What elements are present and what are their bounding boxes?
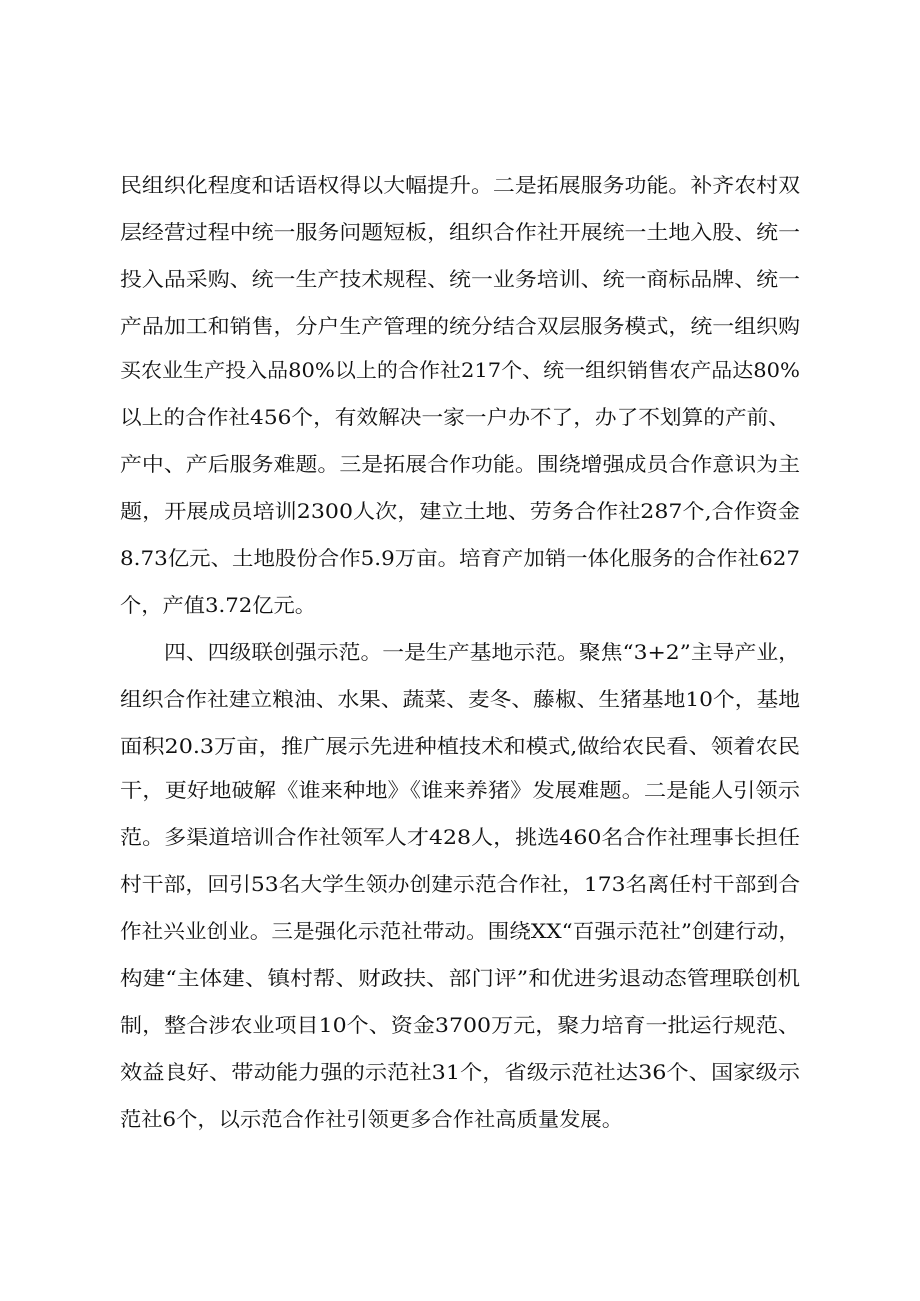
text-line-content: 村干部，回引53名大学生领办创建示范合作社，173名离任村干部到合 [120,872,800,896]
text-line [0,632,920,672]
text-line [0,259,920,299]
text-line-content: 民组织化程度和话语权得以大幅提升。二是拓展服务功能。补齐农村双 [120,173,800,197]
text-line-content: 组织合作社建立粮油、水果、蔬菜、麦冬、藤椒、生猪基地10个，基地 [120,687,800,711]
text-line [0,770,920,810]
text-line-content: 投入品采购、统一生产技术规程、统一业务培训、统一商标品牌、统一 [120,267,800,291]
text-line-content: 范。多渠道培训合作社领军人才428人，挑选460名合作社理事长担任 [120,825,800,849]
text-line [0,911,920,951]
text-line [0,491,920,531]
text-line-content: 效益良好、带动能力强的示范社31个，省级示范社达36个、国家级示 [120,1060,800,1084]
text-line-content: 买农业生产投入品80%以上的合作社217个、统一组织销售农产品达80% [120,358,801,382]
text-line-content: 制，整合涉农业项目10个、资金3700万元，聚力培育一批运行规范、 [120,1013,800,1037]
text-line-content: 层经营过程中统一服务问题短板，组织合作社开展统一土地入股、统一 [120,220,800,244]
text-line-content: 四、四级联创强示范。一是生产基地示范。聚焦“3+2”主导产业， [164,640,800,664]
text-line [0,958,920,998]
text-line [0,1099,920,1139]
text-line-content: 个，产值3.72亿元。 [120,593,316,617]
text-line-content: 题，开展成员培训2300人次，建立土地、劳务合作社287个,合作资金 [120,499,800,523]
text-line [0,444,920,484]
text-line-content: 产中、产后服务难题。三是拓展合作功能。围绕增强成员合作意识为主 [120,452,800,476]
text-line-content: 作社兴业创业。三是强化示范社带动。围绕XX“百强示范社”创建行动， [120,919,800,943]
text-line [0,350,920,390]
text-line-content: 干，更好地破解《谁来种地》《谁来养猪》发展难题。二是能人引领示 [120,778,800,802]
text-line [0,397,920,437]
text-line [0,817,920,857]
text-line [0,212,920,252]
text-line [0,585,920,625]
text-line-content: 构建“主体建、镇村帮、财政扶、部门评”和优进劣退动态管理联创机 [120,966,800,990]
text-line-content: 以上的合作社456个，有效解决一家一户办不了，办了不划算的产前、 [120,405,790,429]
text-line [0,306,920,346]
text-line-content: 范社6个，以示范合作社引领更多合作社高质量发展。 [120,1107,623,1131]
text-line-content: 面积20.3万亩，推广展示先进种植技术和模式,做给农民看、领着农民 [120,734,800,758]
text-line [0,1005,920,1045]
text-line [0,538,920,578]
text-line [0,679,920,719]
text-line [0,726,920,766]
text-line [0,864,920,904]
text-line-content: 产品加工和销售，分户生产管理的统分结合双层服务模式，统一组织购 [120,314,800,338]
text-line-content: 8.73亿元、土地股份合作5.9万亩。培育产加销一体化服务的合作社627 [120,546,800,570]
text-line [0,165,920,205]
text-line [0,1052,920,1092]
